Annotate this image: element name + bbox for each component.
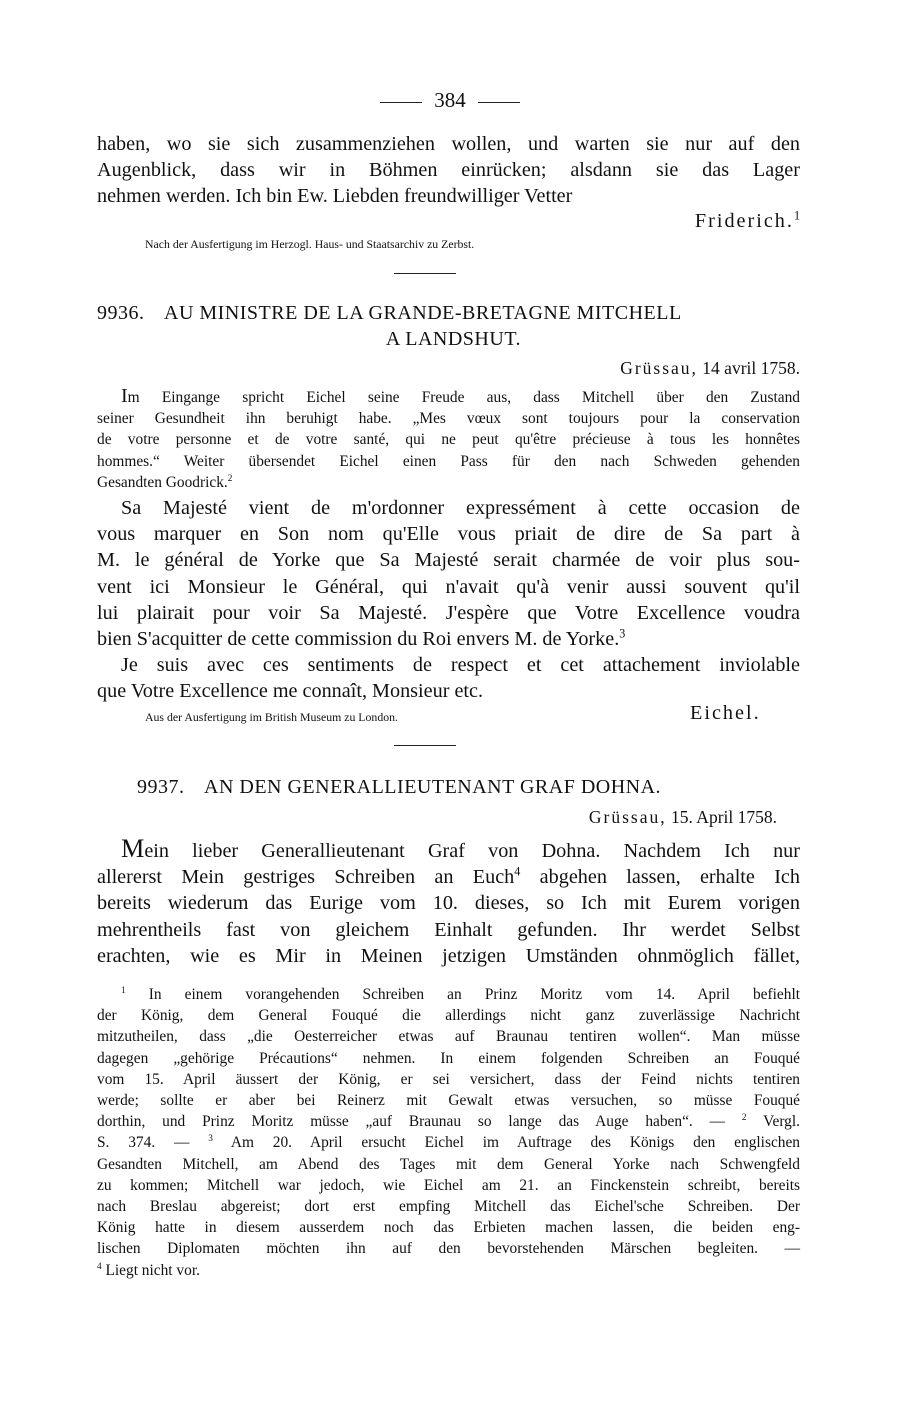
letter-number: 9936. [97, 302, 145, 324]
footnote-mark: 2 [741, 1112, 747, 1123]
footnote-line: dagegen „gehörige Précautions“ nehmen. In einem folgenden Schreiben an Fouqué [97, 1049, 800, 1067]
footnote-line: werde; sollte er aber bei Reinerz mit Gewalt etwas versuchen, so müsse Fouqué [97, 1092, 800, 1110]
letter-place: Grüssau, [588, 807, 667, 827]
footnote-line: S. 374. — $^3$ Am 20. April ersucht Eichel im Auftrage des Königs den englischen [97, 1133, 800, 1152]
text-line: Sa Majesté vient de m'ordonner expressément à cette occasion de [121, 497, 800, 519]
letter-summary [97, 386, 800, 493]
footnote-ref: 1 [793, 208, 800, 223]
footnote-line: zu kommen; Mitchell war jedoch, wie Eichel am 21. an Finckenstein schreibt, bereits [97, 1176, 800, 1194]
initial-letter: M [121, 834, 145, 863]
text-line: Im Eingange spricht Eichel seine Freude aus, dass Mitchell über den Zustand [121, 385, 800, 407]
text-line: Mein lieber Generallieutenant Graf von Dohna. Nachdem Ich nur [121, 834, 800, 863]
footnote-ref: 2 [227, 472, 233, 483]
signature-text: Eichel. [690, 702, 761, 724]
letter-title: AN DEN GENERALLIEUTENANT GRAF DOHNA. [204, 776, 662, 798]
letter-place: Grüssau, [620, 358, 698, 378]
letter-heading-9936 [97, 300, 800, 352]
letter-heading-9937 [137, 774, 800, 800]
letter-title: AU MINISTRE DE LA GRANDE-BRETAGNE MITCHELL [164, 302, 682, 324]
text-line: que Votre Excellence me connaît, Monsieur etc. [97, 680, 484, 703]
footnote-line: vom 15. April äussert der König, er sei versichert, dass der Feind nichts tentiren [97, 1070, 800, 1088]
letter-paragraph [97, 836, 800, 969]
footnote-ref: 3 [619, 626, 626, 641]
footnote-mark: 1 [121, 984, 126, 995]
text-line: vous marquer en Son nom qu'Elle vous priait de dire de Sa part à [97, 523, 800, 546]
footnote-line: lischen Diplomaten möchten ihn auf den bevorstehenden Märschen begleiten. — [97, 1240, 800, 1258]
letter-place-date [97, 356, 800, 380]
signature-friderich [97, 208, 800, 234]
text-line: lui plairait pour voir Sa Majesté. J'espère que Votre Excellence voudra [97, 601, 800, 624]
section-divider [394, 745, 456, 746]
footnote-line: Gesandten Mitchell, am Abend des Tages mit dem General Yorke nach Schwengfeld [97, 1155, 800, 1173]
letter-date: 15. April 1758. [671, 807, 777, 827]
page-number-line [0, 86, 900, 114]
footnote-mark: 4 [97, 1260, 102, 1271]
page-number: 384 [434, 88, 466, 112]
signature-text: Friderich. [694, 210, 794, 232]
letter-title-line2: A LANDSHUT. [385, 328, 522, 350]
footnote-mark: 3 [208, 1133, 213, 1144]
section-divider [394, 273, 456, 274]
footnote-line: der König, dem General Fouqué die allerdings nicht ganz zuverlässige Nachricht [97, 1007, 800, 1025]
letter-paragraph [97, 495, 800, 705]
footnote-line: König hatte in diesem ausserdem noch das Erbieten machen lassen, die beiden eng- [97, 1219, 800, 1237]
signature-eichel [690, 700, 810, 726]
text-line: seiner Gesundheit ihn beruhigt habe. „Mes vœux sont toujours pour la conservation [97, 410, 800, 428]
previous-letter-continuation [97, 131, 800, 210]
footnote-line: $^4$ Liegt nicht vor. [97, 1260, 200, 1279]
source-note: Nach der Ausfertigung im Herzogl. Haus- und Staatsarchiv zu Zerbst. [145, 237, 475, 251]
footnote-line: mitzutheilen, dass „die Oesterreicher etwas auf Braunau tentiren wollen“. Man müsse [97, 1028, 800, 1046]
text-line: bereits wiederum das Eurige vom 10. dieses, so Ich mit Eurem vorigen [97, 892, 800, 915]
text-line: Je suis avec ces sentiments de respect et cet attachement inviolable [121, 654, 800, 677]
footnote-line: $^1$ In einem vorangehenden Schreiben an Prinz Moritz vom 14. April befiehlt [121, 984, 800, 1003]
letter-place-date [97, 805, 777, 829]
text-line: nehmen werden. Ich bin Ew. Liebden freundwilliger Vetter [97, 185, 573, 208]
text-line: haben, wo sie sich zusammenziehen wollen, und warten sie nur auf den [97, 133, 800, 155]
footnote-line: dorthin, und Prinz Moritz müsse „auf Braunau so lange das Auge haben“. — $^2$ Vergl. [97, 1112, 800, 1131]
letter-date: 14 avril 1758. [702, 358, 800, 378]
letter-number: 9937. [137, 776, 185, 798]
page-number-dash-right [478, 102, 520, 103]
text-line: mehrentheils fast von gleichem Einhalt gefunden. Ihr werdet Selbst [97, 918, 800, 941]
text-line: Augenblick, dass wir in Böhmen einrücken; alsdann sie das Lager [97, 159, 800, 182]
text-line: hommes.“ Weiter übersendet Eichel einen Pass für den nach Schweden gehenden [97, 452, 800, 470]
footnote-ref: 4 [514, 864, 521, 879]
text-line: M. le général de Yorke que Sa Majesté serait charmée de voir plus sou- [97, 549, 800, 572]
text-line: bien S'acquitter de cette commission du Roi envers M. de Yorke.$^3$ [97, 626, 626, 651]
text-line: vent ici Monsieur le Général, qui n'avait qu'à venir aussi souvent qu'il [97, 575, 800, 598]
text-line: de votre personne et de votre santé, qui ne peut qu'être précieuse à tous les honnêtes [97, 431, 800, 449]
page-number-dash-left [380, 102, 422, 103]
text-line: allererst Mein gestriges Schreiben an Euch$^4$ abgehen lassen, erhalte Ich [97, 864, 800, 889]
footnote-line: nach Breslau abgereist; dort erst empfing Mitchell das Eichel'sche Schreiben. Der [97, 1198, 800, 1216]
footnotes [97, 984, 800, 1281]
text-line: Gesandten Goodrick.$^2$ [97, 472, 233, 491]
initial-letter: I [121, 385, 128, 407]
text-line: erachten, wie es Mir in Meinen jetzigen Umständen ohnmöglich fället, [97, 944, 800, 967]
source-note: Aus der Ausfertigung im British Museum zu London. [145, 710, 398, 724]
